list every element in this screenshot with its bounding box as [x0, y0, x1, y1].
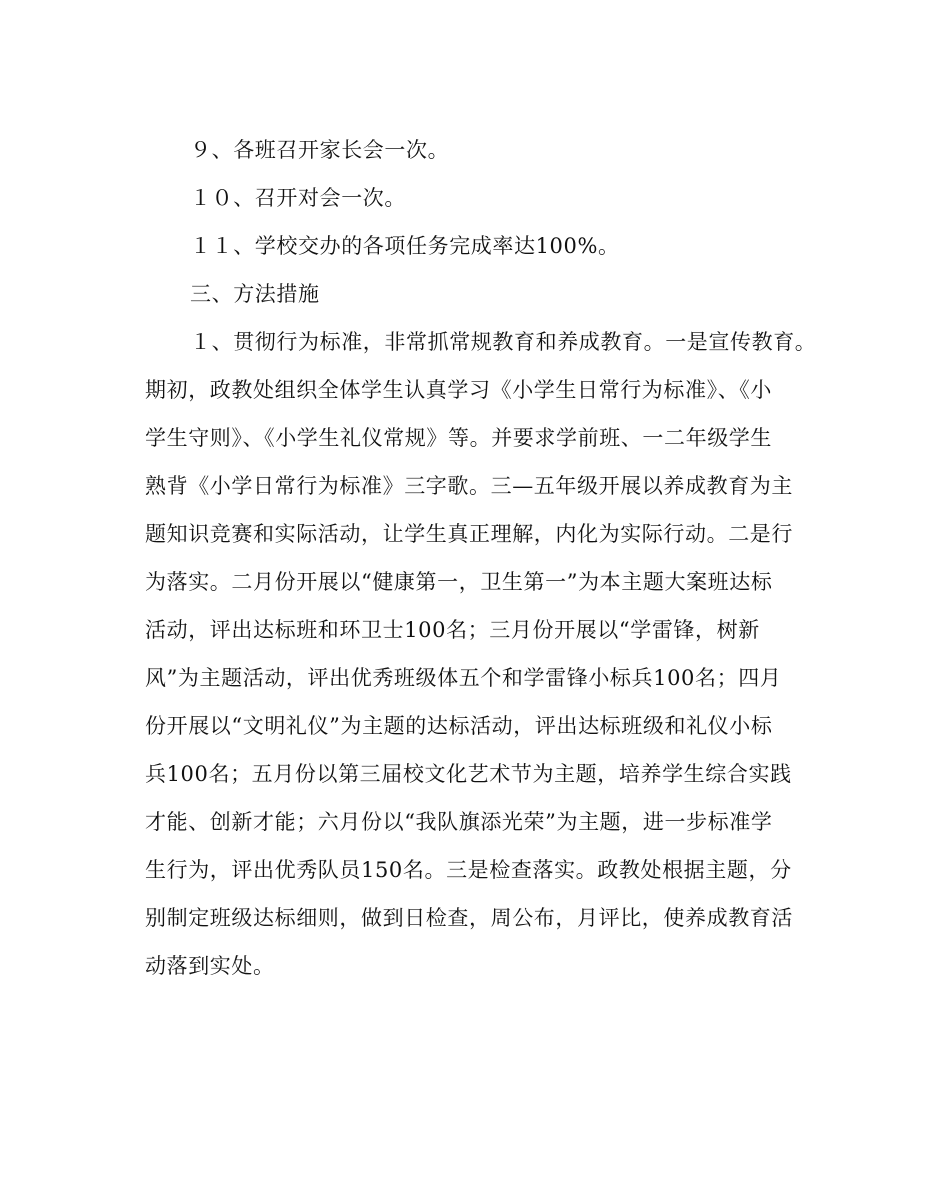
paragraph-line: １、贯彻行为标准，非常抓常规教育和养成教育。一是宣传教育。 — [190, 330, 817, 354]
paragraph-line: 生行为，评出优秀队员150名。三是检查落实。政教处根据主题，分 — [145, 858, 792, 882]
list-item-10: １０、召开对会一次。 — [190, 186, 406, 210]
list-item-11: １１、学校交办的各项任务完成率达100%。 — [190, 234, 620, 258]
section-heading: 三、方法措施 — [190, 282, 320, 306]
paragraph-line: 期初，政教处组织全体学生认真学习《小学生日常行为标准》、《小 — [145, 378, 772, 402]
paragraph-line: 题知识竞赛和实际活动，让学生真正理解，内化为实际行动。二是行 — [145, 522, 793, 546]
paragraph-line: 份开展以“文明礼仪”为主题的达标活动，评出达标班级和礼仪小标 — [145, 714, 773, 738]
paragraph-line: 学生守则》、《小学生礼仪常规》等。并要求学前班、一二年级学生 — [145, 426, 772, 450]
paragraph-line: 兵100名；五月份以第三届校文化艺术节为主题，培养学生综合实践 — [145, 762, 792, 786]
paragraph-line: 别制定班级达标细则，做到日检查，周公布，月评比，使养成教育活 — [145, 906, 793, 930]
paragraph-line: 动落到实处。 — [145, 954, 275, 978]
list-item-9: ９、各班召开家长会一次。 — [190, 138, 450, 162]
paragraph-line: 才能、创新才能；六月份以“我队旗添光荣”为主题，进一步标准学 — [145, 810, 773, 834]
paragraph-line: 熟背《小学日常行为标准》三字歌。三—五年级开展以养成教育为主 — [145, 474, 793, 498]
paragraph-line: 活动，评出达标班和环卫士100名；三月份开展以“学雷锋，树新 — [145, 618, 760, 642]
paragraph-line: 风”为主题活动，评出优秀班级体五个和学雷锋小标兵100名；四月 — [145, 666, 782, 690]
paragraph-line: 为落实。二月份开展以“健康第一，卫生第一”为本主题大案班达标 — [145, 570, 773, 594]
